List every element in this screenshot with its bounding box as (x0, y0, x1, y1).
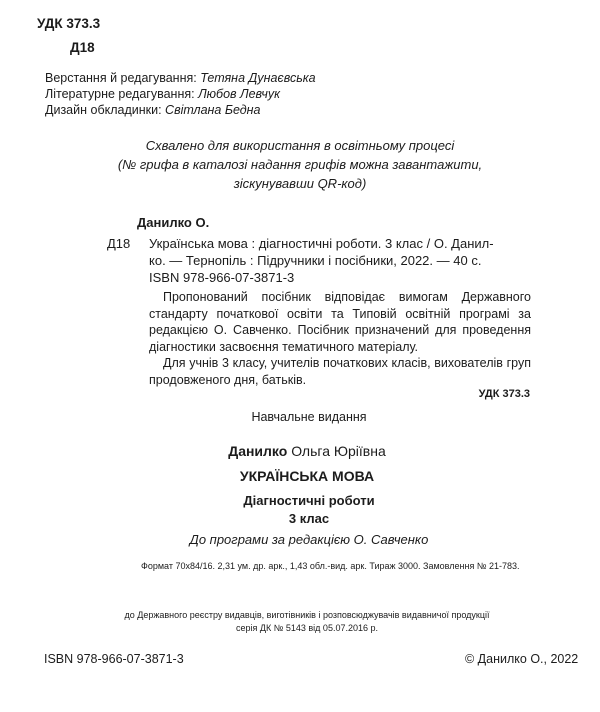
credit-person: Любов Левчук (198, 87, 280, 101)
program-note: До програми за редакцією О. Савченко (189, 532, 429, 547)
credit-literary-editing (45, 88, 280, 101)
credit-role: Верстання й редагування: (45, 71, 201, 85)
catalog-description-line: ко. — Тернопіль : Підручники і посібники, 2022. — 40 с. (149, 253, 482, 268)
catalog-author: Данилко О. (137, 215, 210, 230)
publisher-registry (0, 609, 600, 635)
bbk-code: Д18 (70, 40, 95, 55)
author-full-name (0, 444, 600, 458)
catalog-description-line: Українська мова : діагностичні роботи. 3 клас / О. Данил- (149, 236, 494, 251)
udk-code: УДК 373.3 (37, 16, 101, 31)
approval-line: Схвалено для використання в освітньому процесі (145, 138, 455, 153)
author-surname: Данилко (228, 443, 288, 459)
footer-isbn: ISBN 978-966-07-3871-3 (44, 652, 184, 666)
print-format: Формат 70x84/16. 2,31 ум. др. арк., 1,43 обл.-вид. арк. Тираж 3000. Замовлення № 21-783. (141, 561, 520, 571)
catalog-isbn: ISBN 978-966-07-3871-3 (149, 270, 295, 285)
book-subtitle: Діагностичні роботи (243, 493, 375, 508)
catalog-abstract: Пропонований посібник відповідає вимогам Державного стандарту початкової освіти та Типовій освітній програмі за редакцією О. Савченко. Посібник призначений для проведення діагностики засвоєння тематичного матеріалу. (149, 290, 531, 354)
registry-line: серія ДК № 5143 від 05.07.2016 р. (236, 623, 378, 633)
catalog-audience: Для учнів 3 класу, учителів початкових класів, вихователів груп продовженого дня, батьків. (149, 356, 531, 387)
catalog-udk: УДК 373.3 (478, 388, 530, 400)
approval-note (60, 136, 540, 193)
credit-cover-design (45, 104, 261, 117)
credit-layout-editing (45, 72, 316, 85)
book-title: УКРАЇНСЬКА МОВА (239, 468, 375, 484)
footer-copyright: © Данилко О., 2022 (465, 652, 579, 666)
approval-line: зіскунувавши QR-код) (233, 176, 367, 191)
catalog-index: Д18 (107, 236, 131, 251)
edition-type: Навчальне видання (251, 410, 367, 424)
credit-role: Літературне редагування: (45, 87, 199, 101)
credit-role: Дизайн обкладинки: (45, 103, 166, 117)
approval-line: (№ грифа в каталозі надання грифів можна завантажити, (117, 157, 483, 172)
registry-line: до Державного реєстру видавців, виготівників і розповсюджувачів видавничої продукції (124, 610, 490, 620)
author-given-name: Ольга Юріївна (287, 443, 386, 459)
credit-person: Світлана Бедна (165, 103, 261, 117)
credit-person: Тетяна Дунаєвська (200, 71, 316, 85)
book-grade: 3 клас (288, 511, 330, 526)
